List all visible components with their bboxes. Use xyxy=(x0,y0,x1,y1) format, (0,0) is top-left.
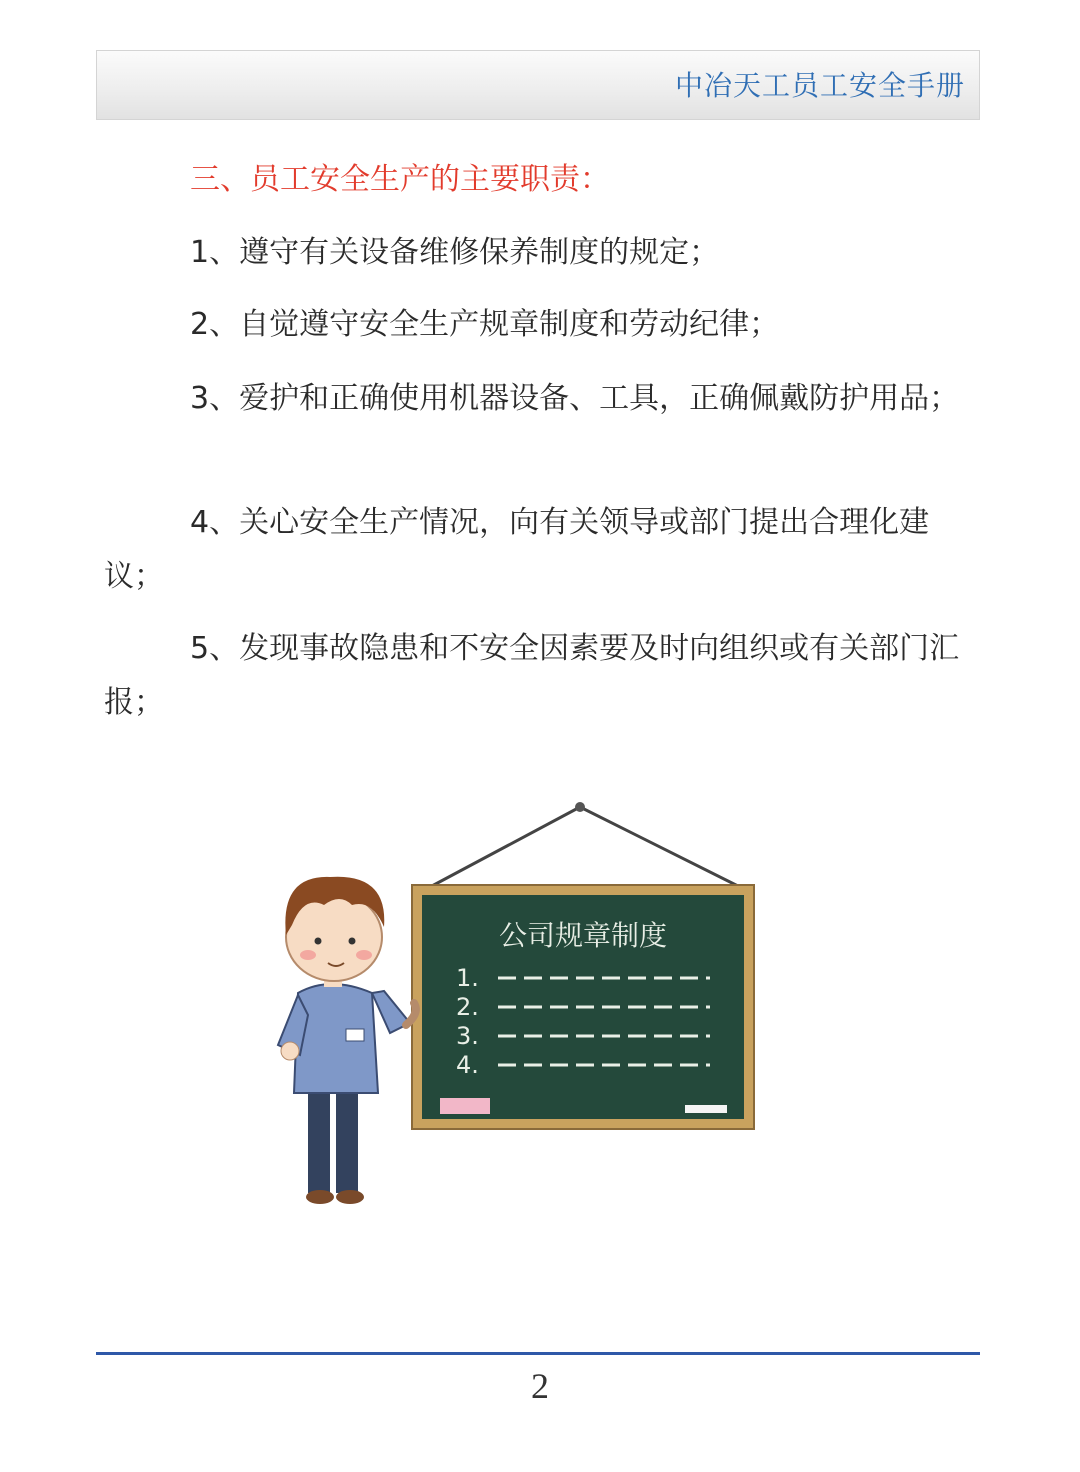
duty-item-4: 4、关心安全生产情况，向有关领导或部门提出合理化建议； xyxy=(104,505,930,594)
chalk xyxy=(685,1105,727,1113)
duty-item-3: 3、爱护和正确使用机器设备、工具，正确佩戴防护用品； xyxy=(190,381,960,416)
section-heading: 三、员工安全生产的主要职责： xyxy=(190,162,610,197)
duty-item-5: 5、发现事故隐患和不安全因素要及时向组织或有关部门汇报； xyxy=(104,631,960,720)
chalkboard-illustration xyxy=(260,795,780,1215)
board-item-1: 1. xyxy=(456,964,479,992)
footer-rule xyxy=(96,1352,980,1355)
boy-character xyxy=(278,877,416,1204)
page-number: 2 xyxy=(531,1366,549,1406)
header-title: 中冶天工员工安全手册 xyxy=(674,69,965,102)
duty-item-1: 1、遵守有关设备维修保养制度的规定； xyxy=(190,235,720,270)
hanging-string xyxy=(430,802,740,887)
board-item-4: 4. xyxy=(456,1051,479,1079)
board-item-3: 3. xyxy=(456,1022,479,1050)
board-title: 公司规章制度 xyxy=(498,919,668,952)
chalkboard xyxy=(412,885,754,1129)
board-item-2: 2. xyxy=(456,993,479,1021)
eraser xyxy=(440,1098,490,1114)
duty-item-2: 2、自觉遵守安全生产规章制度和劳动纪律； xyxy=(190,307,780,342)
page-header xyxy=(96,50,980,120)
